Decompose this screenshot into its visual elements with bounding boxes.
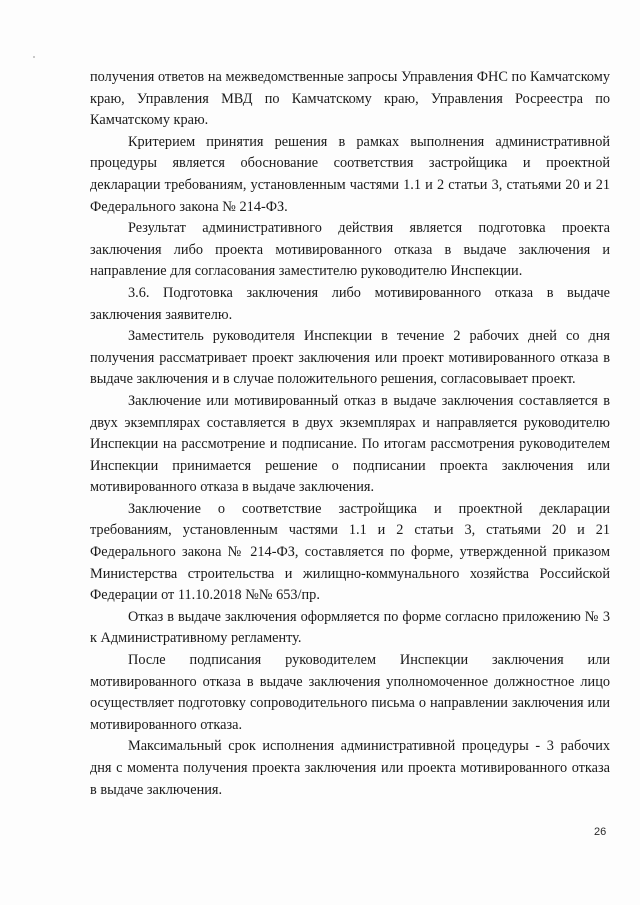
paragraph-refusal-form: Отказ в выдаче заключения оформляется по форме согласно приложению № 3 к Административному регламенту. xyxy=(90,608,610,647)
section-heading-3-6: 3.6. Подготовка заключения либо мотивированного отказа в выдаче заключения заявителю. xyxy=(90,284,610,323)
page-number: 26 xyxy=(594,826,607,838)
paragraph-deputy-review: Заместитель руководителя Инспекции в течение 2 рабочих дней со дня получения рассматривает проект заключения или проект мотивированного отказа в выдаче заключения и в случае положительного решения, согласовывает проект. xyxy=(90,328,610,388)
paragraph-max-term: Максимальный срок исполнения административной процедуры - 3 рабочих дня с момента получения проекта заключения или проекта мотивированного отказа в выдаче заключения. xyxy=(90,738,610,798)
paragraph-criterion: Критерием принятия решения в рамках выполнения административной процедуры является обоснование соответствия застройщика и проектной декларации требованиям, установленным частями 1.1 и 2 статьи 3, статьями 20 и 21 Федерального закона № 214-ФЗ. xyxy=(90,133,610,215)
paragraph-continuation: получения ответов на межведомственные запросы Управления ФНС по Камчатскому краю, Управления МВД по Камчатскому краю, Управления Росреестра по Камчатскому краю. xyxy=(90,69,610,129)
document-body xyxy=(90,67,610,801)
scan-speck xyxy=(33,56,35,58)
paragraph-conclusion-form: Заключение о соответствие застройщика и проектной декларации требованиям, установленным частями 1.1 и 2 статьи 3, статьями 20 и 21 Федерального закона № 214-ФЗ, составляется по форме, утвержденной приказом Министерства строительства и жилищно-коммунального хозяйства Российской Федерации от 11.10.2018 №№ 653/пр. xyxy=(90,500,610,604)
paragraph-after-signing: После подписания руководителем Инспекции заключения или мотивированного отказа в выдаче заключения уполномоченное должностное лицо осуществляет подготовку сопроводительного письма о направлении заключения или мотивированного отказа. xyxy=(90,652,610,733)
paragraph-result: Результат административного действия является подготовка проекта заключения либо проекта мотивированного отказа в выдаче заключения и направление для согласования заместителю руководителю Инспекции. xyxy=(90,220,610,280)
paragraph-two-copies: Заключение или мотивированный отказ в выдаче заключения составляется в двух экземплярах составляется в двух экземплярах и направляется руководителю Инспекции на рассмотрение и подписание. По итогам рассмотрения руководителем Инспекции принимается решение о подписании проекта заключения или мотивированного отказа в выдаче заключения. xyxy=(90,392,610,496)
